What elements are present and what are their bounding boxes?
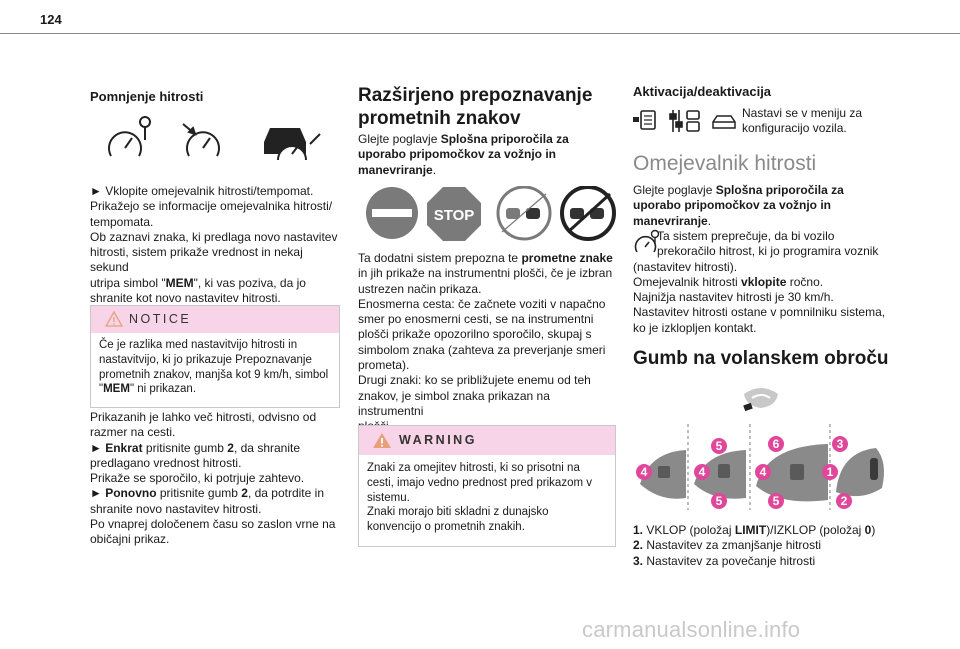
svg-text:3: 3 (836, 437, 844, 451)
wheel-title: Gumb na volanskem obroču (633, 348, 889, 369)
stop-sign-icon (427, 187, 481, 241)
no-entry-sign-icon (366, 187, 418, 239)
callout-4c (755, 464, 771, 480)
car-outline-icon (713, 116, 735, 128)
car-speedometer-icon (264, 128, 320, 160)
warning-triangle-filled-icon (372, 432, 392, 449)
stop-sign-label: STOP (433, 207, 475, 224)
top-rule (0, 33, 960, 34)
col1-title: Pomnjenje hitrosti (90, 89, 204, 104)
svg-text:4: 4 (759, 465, 767, 479)
limiter-title: Omejevalnik hitrosti (633, 152, 817, 175)
touchscreen-menu-icon (633, 111, 655, 129)
svg-text:5: 5 (715, 494, 723, 508)
warning-label: WARNING (399, 433, 477, 447)
svg-text:4: 4 (640, 465, 648, 479)
activation-text: Nastavi se v meniju za konfiguracijo vozila. (742, 106, 863, 136)
no-overtaking-end-sign-dark-icon (562, 187, 614, 239)
speed-memory-icons (105, 114, 330, 164)
steering-wheel-icon (740, 380, 782, 416)
list-item: 3. Nastavitev za povečanje hitrosti (633, 553, 816, 568)
traffic-signs (366, 186, 616, 242)
limiter-text-a: Glejte poglavje Splošna priporočila za uporabo pripomočkov za vožnjo in manevriranje. (633, 183, 844, 228)
warning-triangle-icon (105, 311, 123, 327)
controls-list (633, 523, 891, 569)
callout-1 (822, 464, 838, 480)
svg-text:1: 1 (826, 465, 834, 479)
svg-text:2: 2 (840, 494, 848, 508)
col2-title: Razširjeno prepoznavanje prometnih znakov (358, 85, 593, 129)
svg-text:6: 6 (772, 437, 780, 451)
activation-title: Aktivacija/deaktivacija (633, 84, 772, 99)
notice-box: NOTICE Če je razlika med nastavitvijo hitrosti in nastavitvijo, ki jo prikazuje Prepoznavanje prometnih znakov, manjša kot 9 km/h, simbol "MEM" ni prikazan. (90, 305, 340, 408)
col2-body: Ta dodatni sistem prepozna te prometne znake in jih prikaže na instrumentni plošči, če je izbran ustrezen način prikaza. Enosmerna cesta: če začnete voziti v napačno smer po enosmerni cesti, se na instrumentni plošči prikaže opozorilno sporočilo, skupaj s simbolom znaka (zahteva za preverjanje smeri prometa). Drugi znaki: ko se približujete enemu od teh znakov, je simbol znaka prikazan na instrumentni (358, 251, 613, 418)
page-number: 124 (40, 12, 62, 27)
svg-text:5: 5 (715, 439, 723, 453)
warning-box: WARNING Znaki za omejitev hitrosti, ki so prisotni na cesti, imajo vedno prednost pred prikazom v sistemu. Znaki morajo biti skladni z dunajsko konvencijo o prometnih znakih. (358, 425, 616, 547)
no-overtaking-end-sign-icon (498, 187, 550, 239)
callout-3 (832, 436, 848, 452)
callout-5c (768, 493, 784, 509)
callout-2 (836, 493, 852, 509)
list-item: 2. Nastavitev za zmanjšanje hitrosti (633, 538, 822, 553)
callout-5a (711, 438, 727, 454)
speedometer-pin-icon (109, 117, 150, 156)
watermark: carmanualsonline.info (582, 617, 801, 642)
limiter-text-b: Ta sistem preprečuje, da bi vozilo prekoračilo hitrost, ki jo programira voznik (657, 229, 879, 259)
callout-4b (694, 464, 710, 480)
col1-para1: ► Vklopite omejevalnik hitrosti/tempomat. Prikažejo se informacije omejevalnika hitrosti/ tempomata. Ob zaznavi znaka, ki predlaga novo nastavitev hitrosti, sistem prikaže vrednost in nekaj sekund utripa simbol "MEM", ki vas poziva, da jo shranite kot novo nastavitev hitrosti. (90, 184, 338, 306)
activation-icons (633, 108, 737, 134)
callout-6 (768, 436, 784, 452)
control-stalk-4 (836, 448, 884, 496)
callout-5b (711, 493, 727, 509)
col2-intro: Glejte poglavje Splošna priporočila za uporabo pripomočkov za vožnjo in manevriranje. (358, 132, 569, 177)
steering-wheel-controls-diagram (630, 422, 892, 512)
callout-4a (636, 464, 652, 480)
speedometer-arrow-icon (183, 124, 219, 156)
col1-para2: Prikazanih je lahko več hitrosti, odvisno od razmer na cesti. ► Enkrat pritisnite gumb 2, da shranite predlagano vrednost hitrosti. Prikaže se sporočilo, ki potrjuje zahtevo. ► Ponovno pritisnite gumb 2, da potrdite in shranite novo nastavitev hitrosti. Po vnaprej določenem času so zaslon vrne na običajni prikaz. (90, 410, 336, 547)
svg-text:5: 5 (772, 494, 780, 508)
notice-label: NOTICE (129, 312, 192, 326)
settings-sliders-icon (670, 110, 699, 132)
svg-text:4: 4 (698, 465, 706, 479)
limiter-text-c: (nastavitev hitrosti). Omejevalnik hitrosti vklopite ročno. Najnižja nastavitev hitrosti je 30 km/h. Nastavitev hitrosti ostane v pomnilniku sistema, ko je izklopljen kontakt. (633, 259, 886, 335)
list-item: 1. VKLOP (položaj LIMIT)/IZKLOP (položaj 0) (633, 523, 876, 537)
